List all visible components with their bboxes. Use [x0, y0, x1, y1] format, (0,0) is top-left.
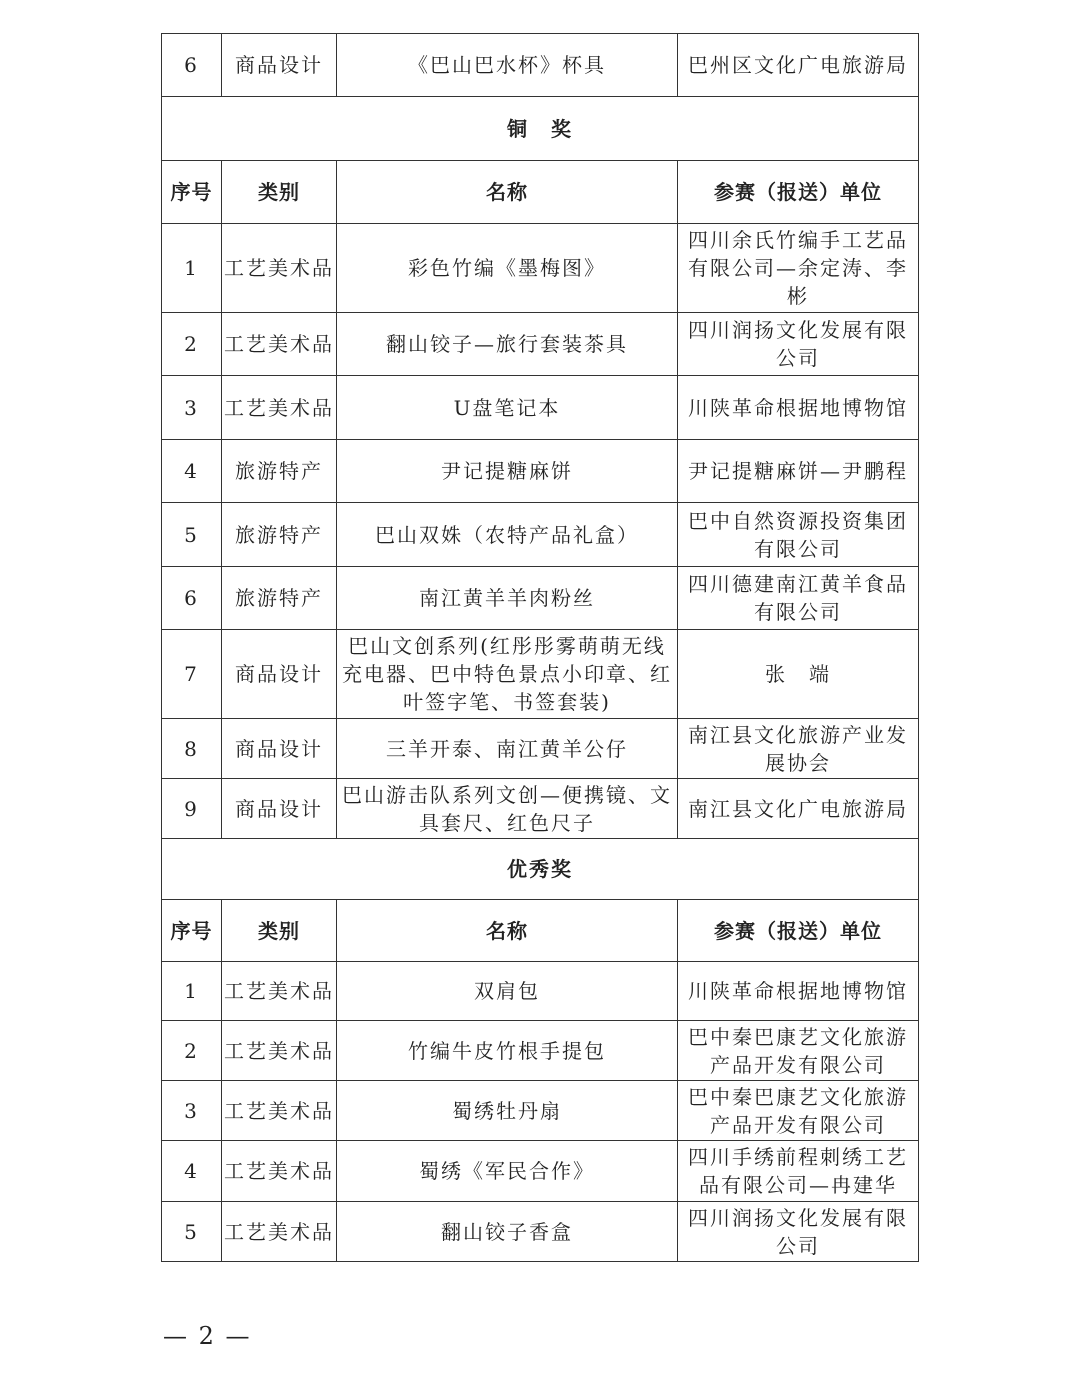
row-unit: 川陕革命根据地博物馆 [678, 376, 919, 440]
row-index: 6 [162, 567, 222, 630]
row-unit: 南江县文化旅游产业发展协会 [678, 719, 919, 779]
table-row [162, 962, 919, 1021]
row-unit: 四川德建南江黄羊食品有限公司 [678, 567, 919, 630]
row-category: 商品设计 [222, 779, 337, 839]
row-index: 7 [162, 630, 222, 719]
bronze-header-row [162, 161, 919, 224]
row-category: 工艺美术品 [222, 313, 337, 376]
section-row-bronze [162, 97, 919, 161]
table-row [162, 1141, 919, 1202]
row-unit: 四川润扬文化发展有限公司 [678, 313, 919, 376]
row-category: 工艺美术品 [222, 224, 337, 313]
row-category: 工艺美术品 [222, 1021, 337, 1081]
row-index: 6 [162, 34, 222, 97]
table-row [162, 313, 919, 376]
page-number: — 2 — [163, 1322, 252, 1350]
row-unit: 张 端 [678, 630, 919, 719]
excellent-section-title: 优秀奖 [162, 839, 919, 900]
row-name: 尹记提糖麻饼 [337, 440, 678, 503]
table-row [162, 779, 919, 839]
row-name: 《巴山巴水杯》杯具 [337, 34, 678, 97]
section-row-excellent [162, 839, 919, 900]
row-index: 2 [162, 313, 222, 376]
row-index: 3 [162, 376, 222, 440]
row-name: 蜀绣牡丹扇 [337, 1081, 678, 1141]
row-name: 三羊开泰、南江黄羊公仔 [337, 719, 678, 779]
row-unit: 四川润扬文化发展有限公司 [678, 1202, 919, 1262]
row-unit: 巴中自然资源投资集团有限公司 [678, 503, 919, 567]
row-index: 8 [162, 719, 222, 779]
row-index: 5 [162, 503, 222, 567]
table-row [162, 630, 919, 719]
header-category: 类别 [222, 900, 337, 962]
bronze-section-title: 铜 奖 [162, 97, 919, 161]
row-index: 2 [162, 1021, 222, 1081]
row-category: 旅游特产 [222, 440, 337, 503]
row-unit: 南江县文化广电旅游局 [678, 779, 919, 839]
row-name: 双肩包 [337, 962, 678, 1021]
row-name: 巴山文创系列(红彤彤雾萌萌无线充电器、巴中特色景点小印章、红叶签字笔、书签套装) [337, 630, 678, 719]
table-row [162, 224, 919, 313]
table-row [162, 719, 919, 779]
row-category: 工艺美术品 [222, 1202, 337, 1262]
table-row [162, 503, 919, 567]
table-row [162, 376, 919, 440]
awards-table [161, 33, 919, 1262]
row-index: 4 [162, 1141, 222, 1202]
row-unit: 尹记提糖麻饼—尹鹏程 [678, 440, 919, 503]
header-category: 类别 [222, 161, 337, 224]
header-unit: 参赛（报送）单位 [678, 900, 919, 962]
row-unit: 巴中秦巴康艺文化旅游产品开发有限公司 [678, 1021, 919, 1081]
row-name: 巴山游击队系列文创—便携镜、文具套尺、红色尺子 [337, 779, 678, 839]
row-index: 5 [162, 1202, 222, 1262]
row-unit: 川陕革命根据地博物馆 [678, 962, 919, 1021]
row-name: 南江黄羊羊肉粉丝 [337, 567, 678, 630]
row-category: 商品设计 [222, 719, 337, 779]
table-row [162, 1021, 919, 1081]
table-row [162, 1202, 919, 1262]
row-index: 4 [162, 440, 222, 503]
row-category: 工艺美术品 [222, 1141, 337, 1202]
row-name: 翻山铰子香盒 [337, 1202, 678, 1262]
row-category: 旅游特产 [222, 567, 337, 630]
row-name: 巴山双姝（农特产品礼盒） [337, 503, 678, 567]
row-category: 工艺美术品 [222, 1081, 337, 1141]
row-name: 翻山铰子—旅行套装茶具 [337, 313, 678, 376]
header-index: 序号 [162, 900, 222, 962]
row-category: 商品设计 [222, 630, 337, 719]
table-row [162, 34, 919, 97]
row-unit: 四川手绣前程刺绣工艺品有限公司—冉建华 [678, 1141, 919, 1202]
header-name: 名称 [337, 161, 678, 224]
row-index: 9 [162, 779, 222, 839]
row-category: 工艺美术品 [222, 962, 337, 1021]
row-name: 彩色竹编《墨梅图》 [337, 224, 678, 313]
excellent-header-row [162, 900, 919, 962]
row-unit: 巴中秦巴康艺文化旅游产品开发有限公司 [678, 1081, 919, 1141]
row-index: 1 [162, 224, 222, 313]
row-category: 商品设计 [222, 34, 337, 97]
row-name: U盘笔记本 [337, 376, 678, 440]
row-name: 蜀绣《军民合作》 [337, 1141, 678, 1202]
row-index: 1 [162, 962, 222, 1021]
header-name: 名称 [337, 900, 678, 962]
row-index: 3 [162, 1081, 222, 1141]
table-row [162, 567, 919, 630]
row-name: 竹编牛皮竹根手提包 [337, 1021, 678, 1081]
row-unit: 巴州区文化广电旅游局 [678, 34, 919, 97]
row-unit: 四川余氏竹编手工艺品有限公司—余定涛、李彬 [678, 224, 919, 313]
row-category: 旅游特产 [222, 503, 337, 567]
header-unit: 参赛（报送）单位 [678, 161, 919, 224]
table-row [162, 440, 919, 503]
table-row [162, 1081, 919, 1141]
row-category: 工艺美术品 [222, 376, 337, 440]
header-index: 序号 [162, 161, 222, 224]
